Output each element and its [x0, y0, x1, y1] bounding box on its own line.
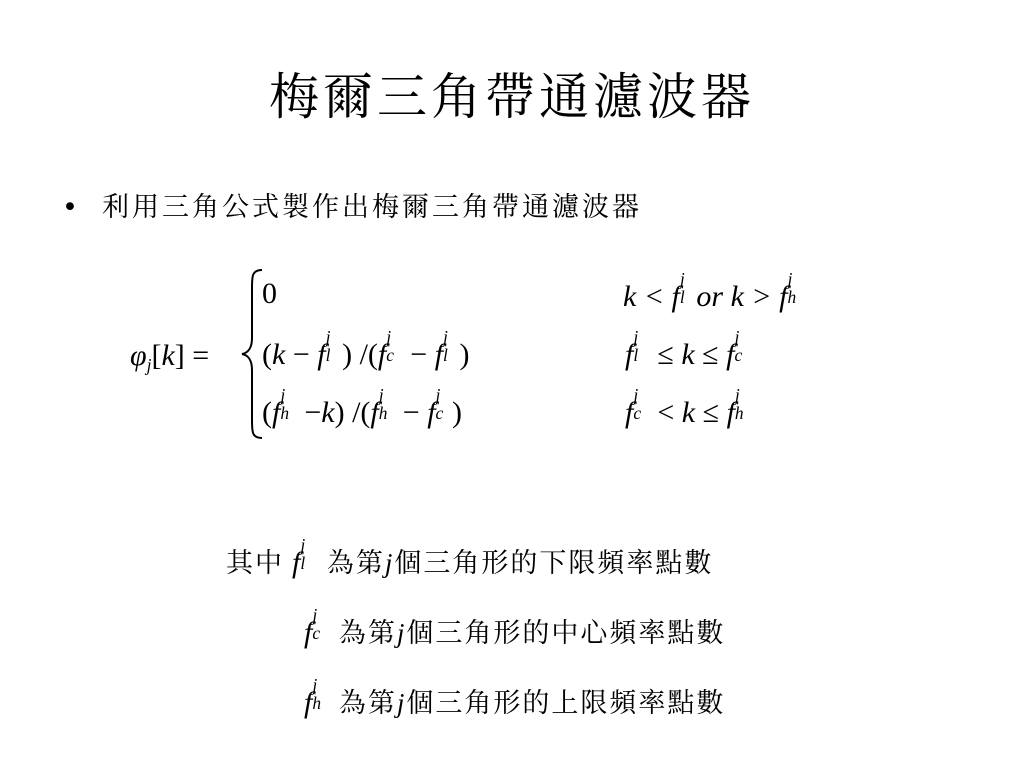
bullet-dot: • [62, 192, 81, 223]
case-3-condition: f j c < k ≤ f j h [625, 384, 744, 429]
slide-title: 梅爾三角帶通濾波器 [269, 68, 755, 126]
formula-lhs [130, 336, 209, 385]
note-lower [226, 534, 714, 584]
left-brace-icon [240, 268, 264, 440]
note-center-symbol: f j c [304, 604, 321, 649]
note-upper-text: 為第j個三角形的上限頻率點數 [338, 688, 726, 719]
phi-subscript: j [146, 355, 152, 376]
case-2-expression: (k − f j l ) /(f j c − f j l ) [262, 326, 470, 371]
case-1-expression: 0 [262, 277, 277, 310]
note-upper-symbol: f j h [304, 674, 322, 719]
case-1-condition: k < f j l or k > f j h [623, 268, 797, 313]
case-2-condition: f j l ≤ k ≤ f j c [625, 326, 743, 371]
note-center [296, 604, 726, 654]
note-lower-text: 為第j個三角形的下限頻率點數 [326, 548, 714, 579]
case-3-expression: (f j h −k) /(f j h − f j c ) [262, 384, 463, 429]
bullet-text: 利用三角公式製作出梅爾三角帶通濾波器 [102, 192, 642, 223]
lhs-rest: [k] = [151, 339, 210, 372]
phi-symbol: φ [130, 339, 147, 372]
note-upper [296, 674, 726, 724]
note-center-text: 為第j個三角形的中心頻率點數 [338, 618, 726, 649]
note-prefix: 其中 [226, 548, 284, 579]
note-lower-symbol: f j l [292, 534, 306, 579]
